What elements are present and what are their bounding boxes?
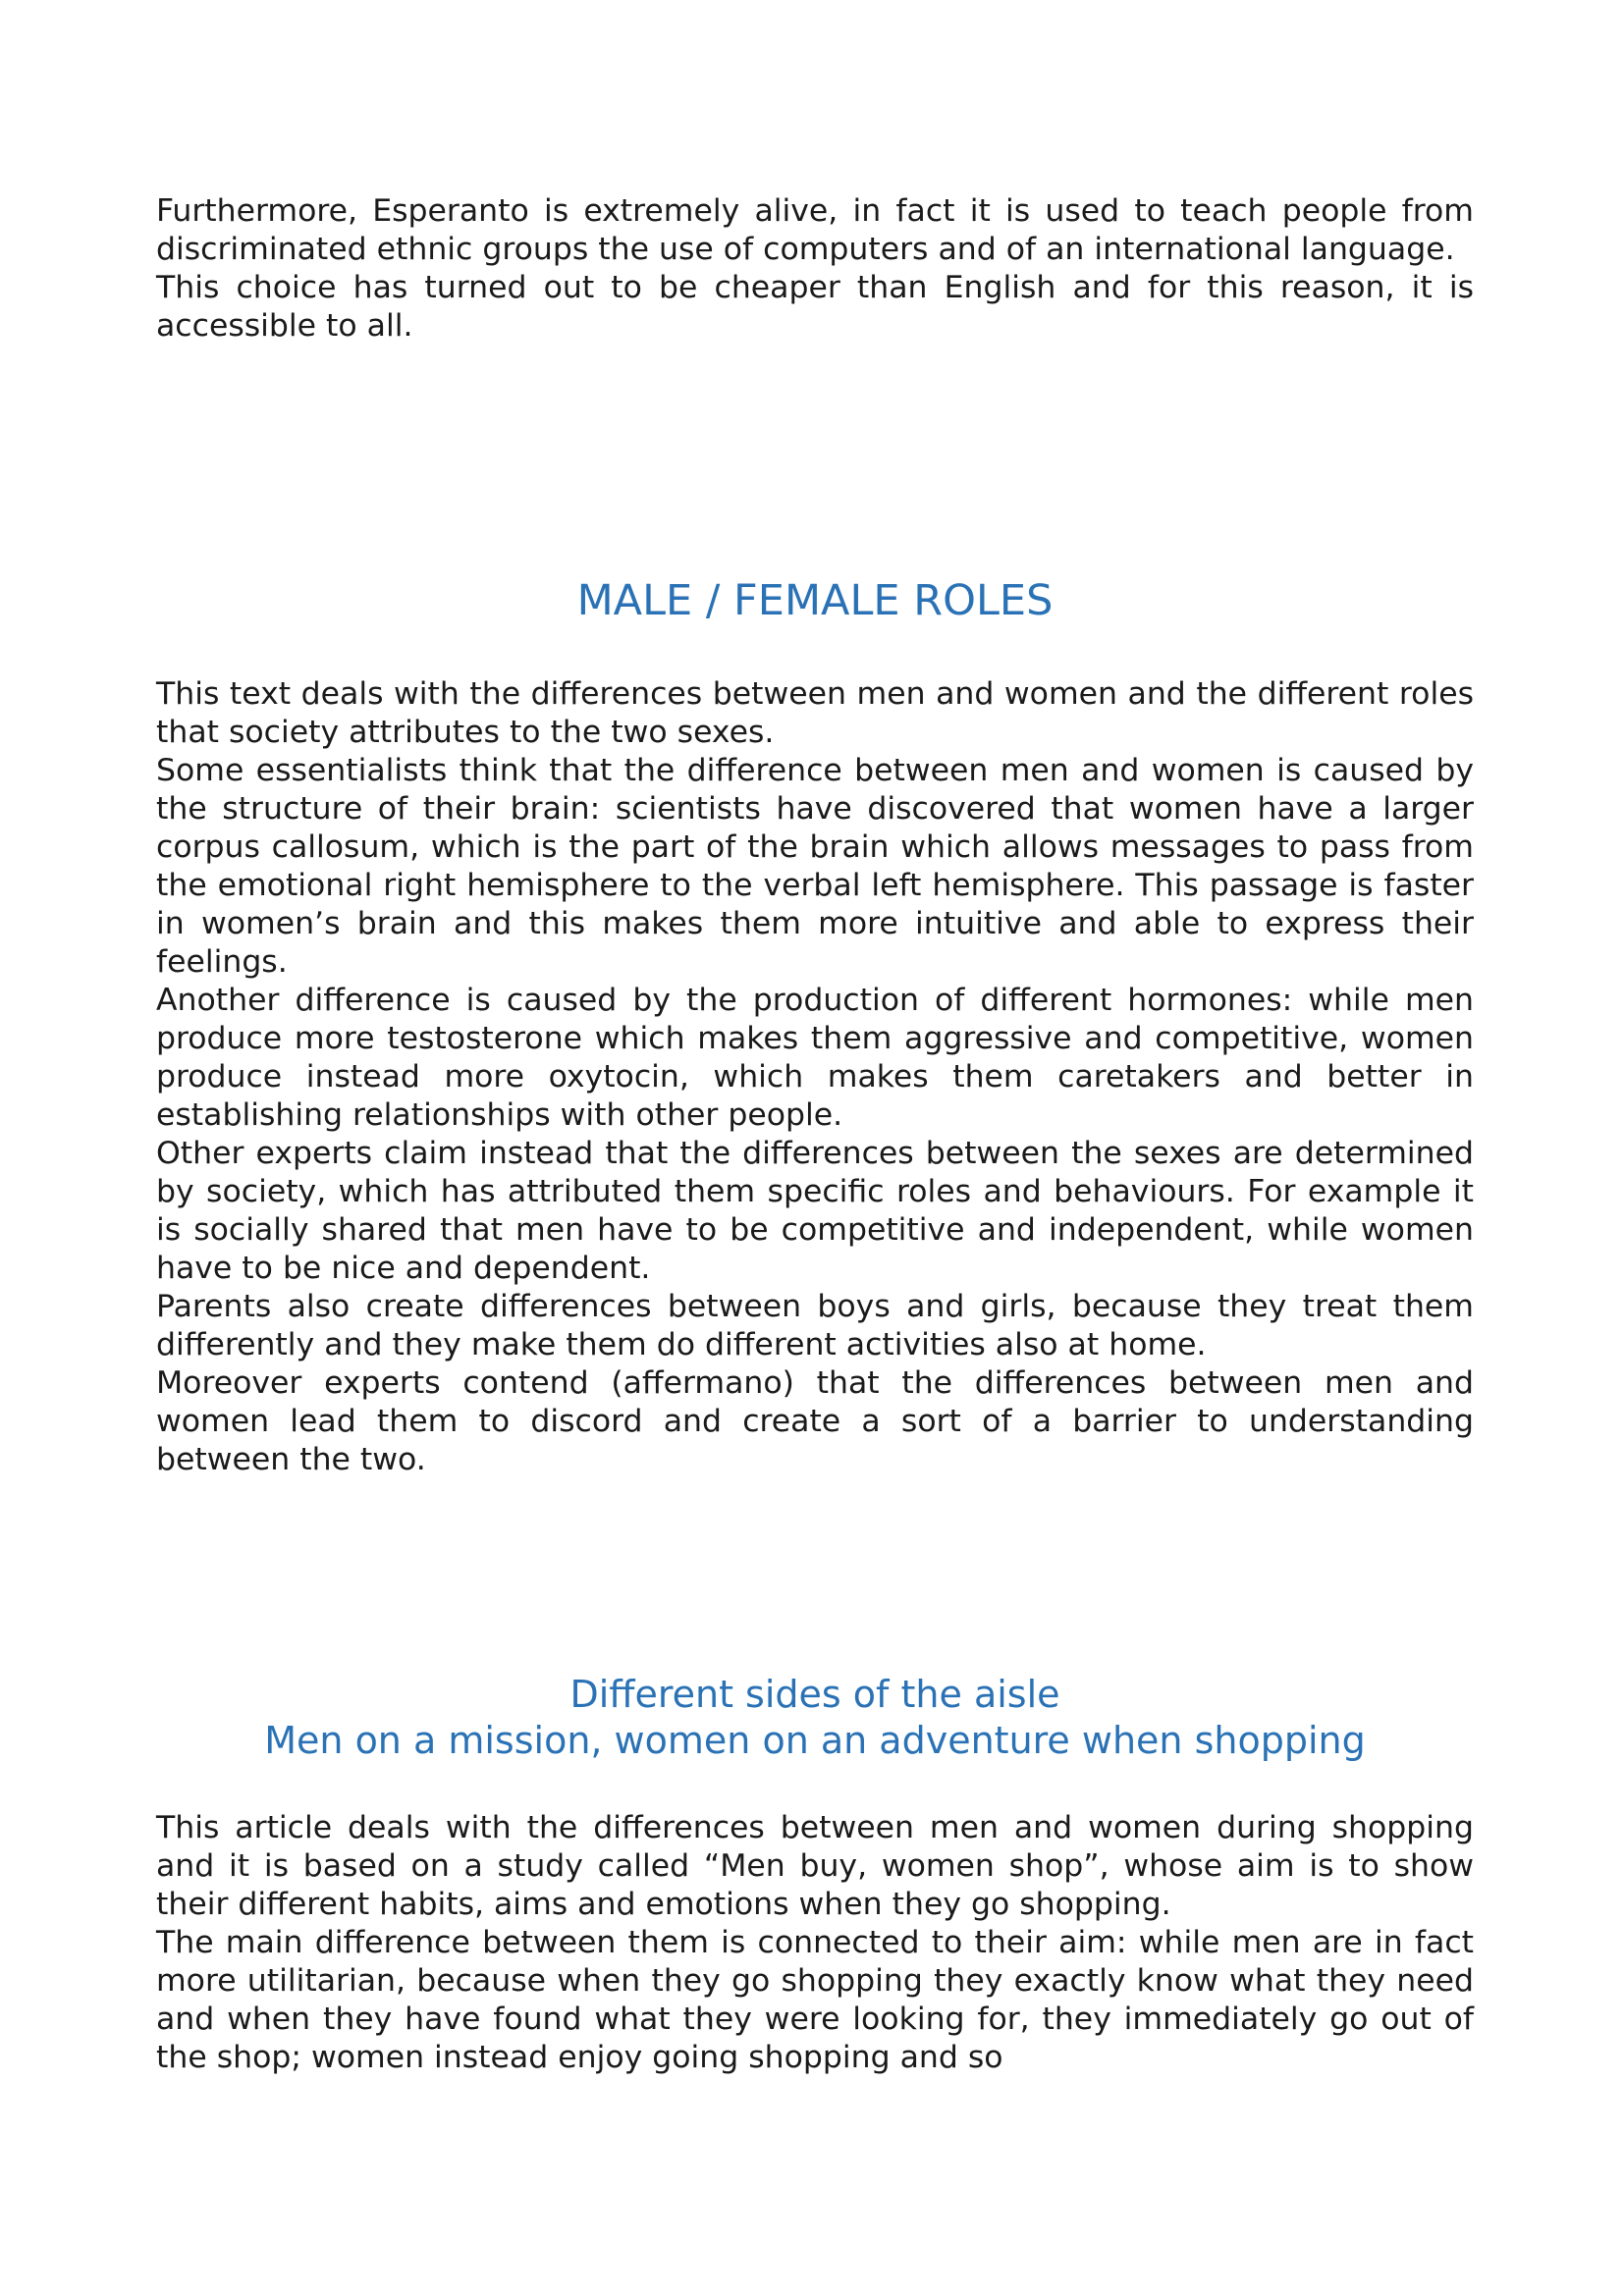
male-female-roles-body [156,675,1474,1479]
body-paragraph: This text deals with the differences between men and women and the different roles that society attributes to the two sexes. [156,676,1474,750]
section-title-different-sides: Different sides of the aisle [569,1673,1060,1716]
body-paragraph: This article deals with the differences between men and women during shopping and it is based on a study called “Men buy, women shop”, whose aim is to show their different habits, aims and emotions when they go shopping. [156,1810,1474,1922]
intro-section [156,192,1474,346]
body-paragraph: The main difference between them is connected to their aim: while men are in fact more utilitarian, because when they go shopping they exactly know what they need and when they have found what they were looking for, they immediately go out of the shop; women instead enjoy going shopping and so [156,1925,1474,2075]
body-paragraph: Another difference is caused by the production of different hormones: while men produce more testosterone which makes them aggressive and competitive, women produce instead more oxytocin, which makes them caretakers and better in establishing relationships with other people. [156,983,1474,1133]
body-paragraph: Parents also create differences between boys and girls, because they treat them differently and they make them do different activities also at home. [156,1289,1474,1362]
section-title-male-female-roles: MALE / FEMALE ROLES [576,576,1054,625]
shopping-article-body [156,1809,1474,2077]
section-subtitle-shopping: Men on a mission, women on an adventure when shopping [264,1719,1366,1762]
body-paragraph: Some essentialists think that the difference between men and women is caused by the structure of their brain: scientists have discovered that women have a larger corpus callosum, which is the part of the brain which allows messages to pass from the emotional right hemisphere to the verbal left hemisphere. This passage is faster in women’s brain and this makes them more intuitive and able to express their feelings. [156,753,1474,980]
intro-paragraph: This choice has turned out to be cheaper than English and for this reason, it is accessible to all. [156,270,1474,344]
body-paragraph: Other experts claim instead that the differences between the sexes are determined by society, which has attributed them specific roles and behaviours. For example it is socially shared that men have to be competitive and independent, while women have to be nice and dependent. [156,1136,1474,1286]
body-paragraph: Moreover experts contend (affermano) that the differences between men and women lead them to discord and create a sort of a barrier to understanding between the two. [156,1365,1474,1477]
intro-paragraph: Furthermore, Esperanto is extremely alive, in fact it is used to teach people from discriminated ethnic groups the use of computers and of an international language. [156,193,1474,267]
